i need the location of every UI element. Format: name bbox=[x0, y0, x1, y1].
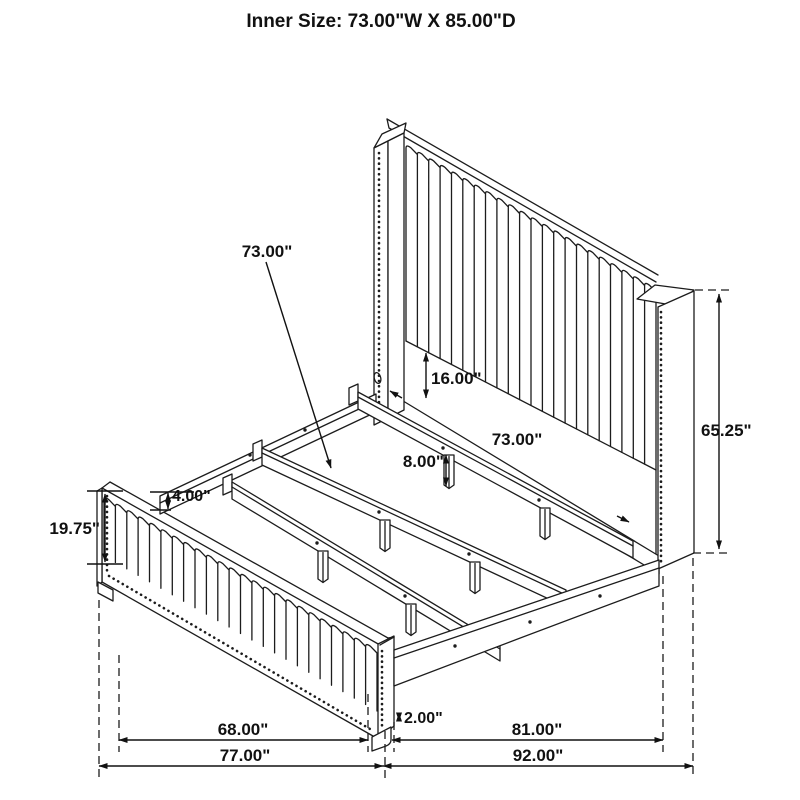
footboard-corner-post bbox=[378, 636, 394, 739]
screw-dot bbox=[441, 446, 444, 449]
slat-1 bbox=[358, 392, 633, 558]
headboard-top-front-edge bbox=[387, 119, 656, 282]
headboard-right-wing-front bbox=[658, 291, 694, 569]
footboard-top-left-join bbox=[102, 482, 110, 488]
dim-foot-height-label: 2.00" bbox=[404, 710, 443, 727]
headboard-right-wing bbox=[637, 285, 694, 569]
screw-dot bbox=[377, 510, 380, 513]
slat-2-end-cap bbox=[253, 440, 262, 461]
screw-dot bbox=[303, 428, 306, 431]
headboard-left-post-side bbox=[388, 133, 404, 418]
screw-dot bbox=[403, 594, 406, 597]
screw-dot bbox=[248, 453, 251, 456]
headboard-top-back-edge bbox=[387, 119, 658, 275]
screw-dot bbox=[453, 644, 456, 647]
dim-slat-length-label: 73.00" bbox=[241, 242, 293, 261]
dim-rail-height-label: 4.00" bbox=[172, 488, 211, 505]
dim-headboard-height-label: 65.25" bbox=[701, 421, 752, 440]
screw-dot bbox=[598, 594, 601, 597]
slat-3-end-cap bbox=[223, 474, 232, 495]
dim-inner-width-label: 73.00" bbox=[491, 430, 543, 449]
dim-footboard-width-label: 77.00" bbox=[219, 746, 271, 765]
headboard-left-post bbox=[373, 123, 406, 425]
dim-inner-width-arrow-right bbox=[617, 516, 629, 522]
screw-dot bbox=[467, 552, 470, 555]
screw-dot bbox=[537, 498, 540, 501]
dim-rail-length-label: 81.00" bbox=[511, 720, 563, 739]
footboard bbox=[97, 482, 394, 751]
screw-dot bbox=[315, 541, 318, 544]
screw-dot bbox=[528, 620, 531, 623]
dim-footboard-inner-width-label: 68.00" bbox=[217, 720, 269, 739]
dim-leg-height-label: 8.00" bbox=[402, 452, 444, 471]
dim-headboard-gap-label: 16.00" bbox=[431, 369, 482, 388]
dim-overall-depth-label: 92.00" bbox=[512, 746, 564, 765]
diagram-title: Inner Size: 73.00"W X 85.00"D bbox=[246, 11, 516, 32]
slat-1-end-cap bbox=[349, 384, 358, 405]
dim-footboard-height-label: 19.75" bbox=[49, 519, 100, 538]
headboard bbox=[373, 119, 694, 574]
headboard-channels bbox=[406, 146, 656, 470]
